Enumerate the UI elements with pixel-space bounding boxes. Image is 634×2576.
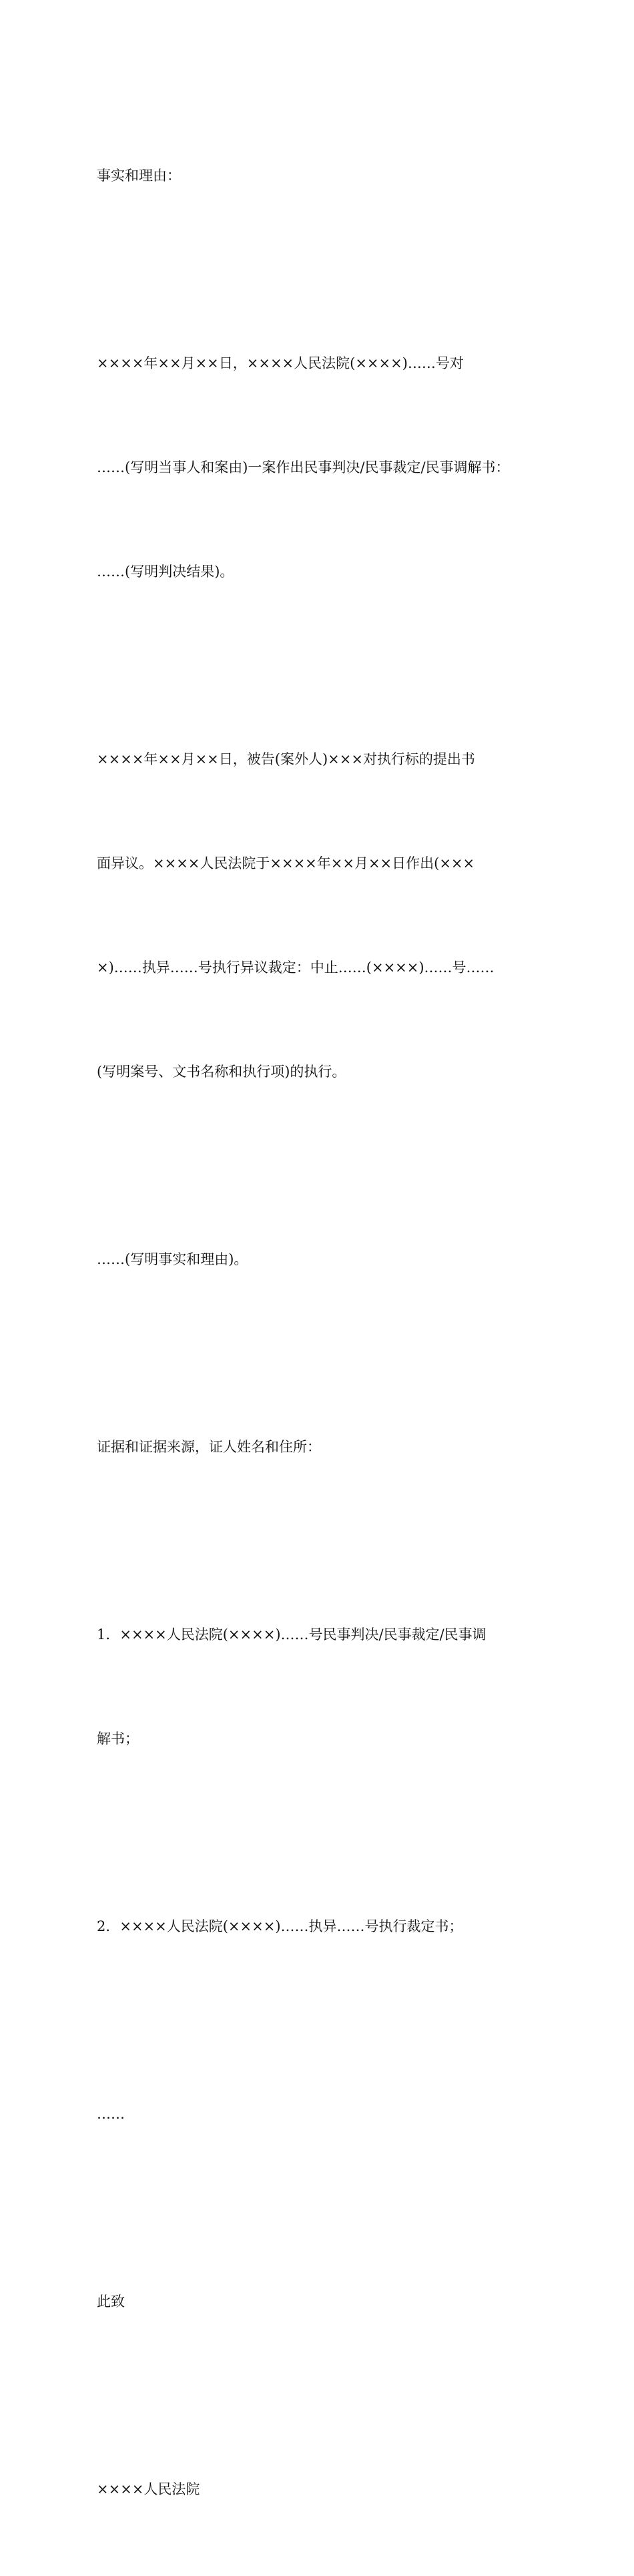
paragraph-gap [97, 1346, 541, 1360]
paragraph-gap [97, 1158, 541, 1172]
closing-salutation [97, 2215, 541, 2388]
objection-line-4: (写明案号、文书名称和执行项)的执行。 [97, 1064, 346, 1080]
judgment-line-3: ……(写明判决结果)。 [97, 564, 234, 580]
closing-text: 此致 [97, 2294, 125, 2310]
judgment-paragraph [97, 276, 541, 658]
paragraph-gap [97, 2201, 541, 2215]
evidence-ellipsis [97, 2027, 541, 2201]
judgment-line-2: ……(写明当事人和案由)一案作出民事判决/民事裁定/民事调解书： [97, 459, 510, 475]
court-name: ××××人民法院 [97, 2481, 200, 2497]
addressee-court [97, 2402, 541, 2576]
facts-reason-paragraph [97, 1172, 541, 1346]
objection-line-3: ×)……执异……号执行异议裁定：中止……(××××)……号…… [97, 959, 495, 976]
objection-line-1: ××××年××月××日，被告(案外人)×××对执行标的提出书 [97, 751, 475, 767]
objection-line-2: 面异议。××××人民法院于××××年××月××日作出(××× [97, 855, 475, 871]
facts-heading-text: 事实和理由： [97, 168, 181, 184]
evidence-heading-text: 证据和证据来源，证人姓名和住所： [97, 1439, 321, 1455]
paragraph-gap [97, 1826, 541, 1840]
evidence-item-1-line-2: 解书； [97, 1731, 139, 1747]
paragraph-gap [97, 2013, 541, 2027]
evidence-ellipsis-text: …… [97, 2106, 125, 2122]
evidence-item-1-line-1: 1．××××人民法院(××××)……号民事判决/民事裁定/民事调 [97, 1627, 487, 1643]
evidence-item-2 [97, 1840, 541, 2013]
facts-heading [97, 89, 541, 262]
evidence-item-1 [97, 1548, 541, 1826]
paragraph-gap [97, 1534, 541, 1548]
paragraph-gap [97, 658, 541, 672]
objection-paragraph [97, 672, 541, 1158]
paragraph-gap [97, 262, 541, 276]
judgment-line-1: ××××年××月××日，××××人民法院(××××)……号对 [97, 355, 464, 371]
evidence-heading [97, 1360, 541, 1534]
document-body [97, 89, 541, 2576]
facts-reason-text: ……(写明事实和理由)。 [97, 1251, 248, 1267]
paragraph-gap [97, 2388, 541, 2402]
evidence-item-2-text: 2．××××人民法院(××××)……执异……号执行裁定书； [97, 1918, 463, 1934]
